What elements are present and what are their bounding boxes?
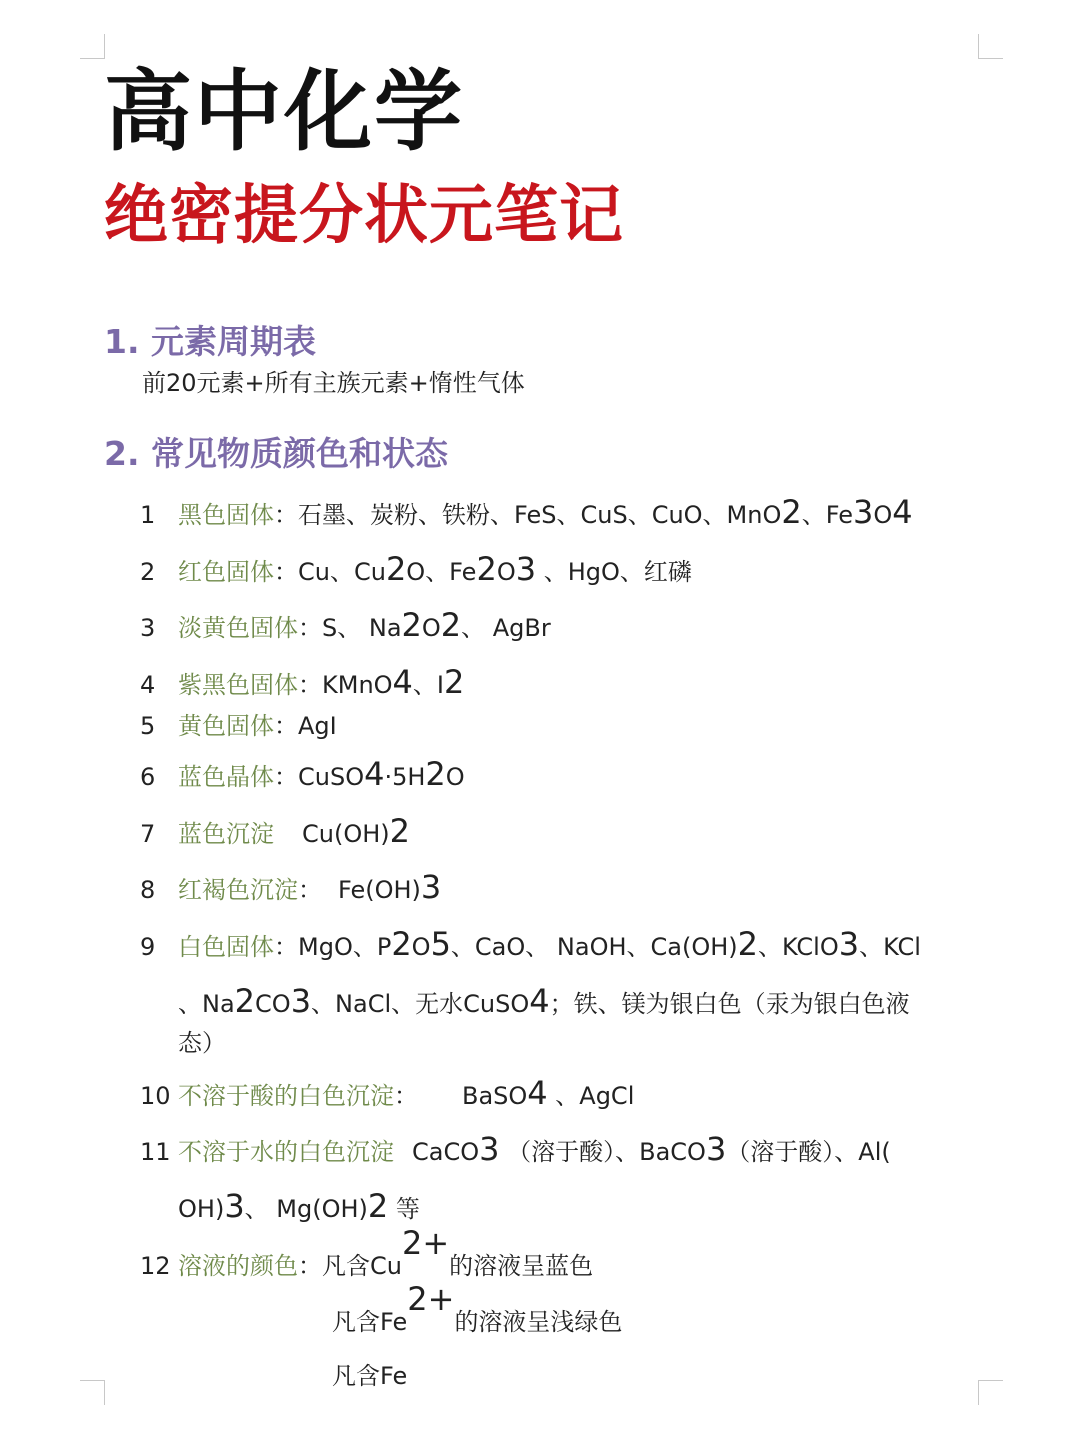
crop-mark-bottom-left bbox=[80, 1380, 105, 1405]
item-number: 6 bbox=[140, 763, 156, 791]
list-item bbox=[140, 927, 921, 964]
list-item bbox=[140, 1076, 634, 1113]
item-text: 凡含Cu2+的溶液呈蓝色 bbox=[322, 1224, 594, 1280]
item-label: 黑色固体 bbox=[178, 501, 274, 529]
item-label: 黄色固体 bbox=[178, 712, 274, 740]
list-item-continuation: 态） bbox=[178, 1029, 226, 1057]
item-text: KMnO4、I2 bbox=[322, 663, 465, 701]
item-separator: ： bbox=[298, 614, 322, 642]
list-item bbox=[140, 757, 465, 794]
list-item-continuation: 凡含Fe bbox=[332, 1362, 408, 1390]
item-label: 蓝色沉淀 bbox=[178, 820, 274, 848]
item-separator: ： bbox=[274, 933, 298, 961]
item-text: 石墨、炭粉、铁粉、FeS、CuS、CuO、MnO2、Fe3O4 bbox=[298, 493, 913, 531]
item-separator: ： bbox=[394, 1082, 418, 1110]
page-title: 高中化学 bbox=[104, 60, 465, 163]
section-heading-colors-states: 2. 常见物质颜色和状态 bbox=[104, 434, 448, 473]
item-label: 白色固体 bbox=[178, 933, 274, 961]
crop-mark-top-right bbox=[978, 34, 1003, 59]
item-separator: ： bbox=[274, 712, 298, 740]
page-subtitle: 绝密提分状元笔记 bbox=[104, 179, 624, 253]
item-label: 蓝色晶体 bbox=[178, 763, 274, 791]
item-separator: ： bbox=[298, 1252, 322, 1280]
item-number: 3 bbox=[140, 614, 156, 642]
item-text: CuSO4·5H2O bbox=[298, 755, 465, 793]
item-text: Fe(OH)3 bbox=[338, 868, 442, 906]
item-number: 11 bbox=[140, 1138, 171, 1166]
crop-mark-top-left bbox=[80, 34, 105, 59]
list-item bbox=[140, 608, 551, 645]
item-text: MgO、P2O5、CaO、 NaOH、Ca(OH)2、KClO3、KCl bbox=[298, 925, 921, 963]
list-item bbox=[140, 1132, 891, 1169]
item-number: 8 bbox=[140, 876, 156, 904]
item-separator: ： bbox=[274, 558, 298, 586]
list-item-continuation: 凡含Fe2+的溶液呈浅绿色 bbox=[332, 1280, 623, 1336]
list-item bbox=[140, 870, 441, 907]
item-number: 2 bbox=[140, 558, 156, 586]
list-item bbox=[140, 552, 692, 589]
item-separator: ： bbox=[274, 763, 298, 791]
item-number: 7 bbox=[140, 820, 156, 848]
item-label: 红色固体 bbox=[178, 558, 274, 586]
section-heading-periodic-table: 1. 元素周期表 bbox=[104, 322, 316, 361]
item-separator: ： bbox=[298, 671, 322, 699]
list-item bbox=[140, 495, 913, 532]
item-text: BaSO4 、AgCl bbox=[462, 1074, 635, 1112]
section-description: 前20元素+所有主族元素+惰性气体 bbox=[142, 369, 525, 397]
crop-mark-bottom-right bbox=[978, 1380, 1003, 1405]
list-item bbox=[140, 814, 410, 851]
item-label: 淡黄色固体 bbox=[178, 614, 298, 642]
item-text: S、 Na2O2、 AgBr bbox=[322, 606, 551, 644]
item-text: AgI bbox=[298, 712, 337, 740]
item-label: 溶液的颜色 bbox=[178, 1252, 298, 1280]
list-item bbox=[140, 1224, 594, 1283]
item-number: 9 bbox=[140, 933, 156, 961]
item-number: 12 bbox=[140, 1252, 171, 1280]
item-separator: ： bbox=[298, 876, 322, 904]
list-item bbox=[140, 709, 337, 743]
item-text: CaCO3 （溶于酸）、BaCO3（溶于酸）、Al( bbox=[412, 1130, 891, 1168]
item-label: 红褐色沉淀 bbox=[178, 876, 298, 904]
item-number: 1 bbox=[140, 501, 156, 529]
list-item-continuation: OH)3、 Mg(OH)2 等 bbox=[178, 1187, 420, 1225]
item-label: 不溶于酸的白色沉淀 bbox=[178, 1082, 394, 1110]
list-item bbox=[140, 665, 464, 702]
item-number: 5 bbox=[140, 712, 156, 740]
item-text: Cu、Cu2O、Fe2O3 、HgO、红磷 bbox=[298, 550, 692, 588]
item-number: 10 bbox=[140, 1082, 171, 1110]
item-number: 4 bbox=[140, 671, 156, 699]
item-label: 不溶于水的白色沉淀 bbox=[178, 1138, 394, 1166]
item-separator: ： bbox=[274, 501, 298, 529]
list-item-continuation: 、Na2CO3、NaCl、无水CuSO4；铁、镁为银白色（汞为银白色液 bbox=[178, 982, 910, 1020]
item-label: 紫黑色固体 bbox=[178, 671, 298, 699]
item-text: Cu(OH)2 bbox=[302, 812, 410, 850]
